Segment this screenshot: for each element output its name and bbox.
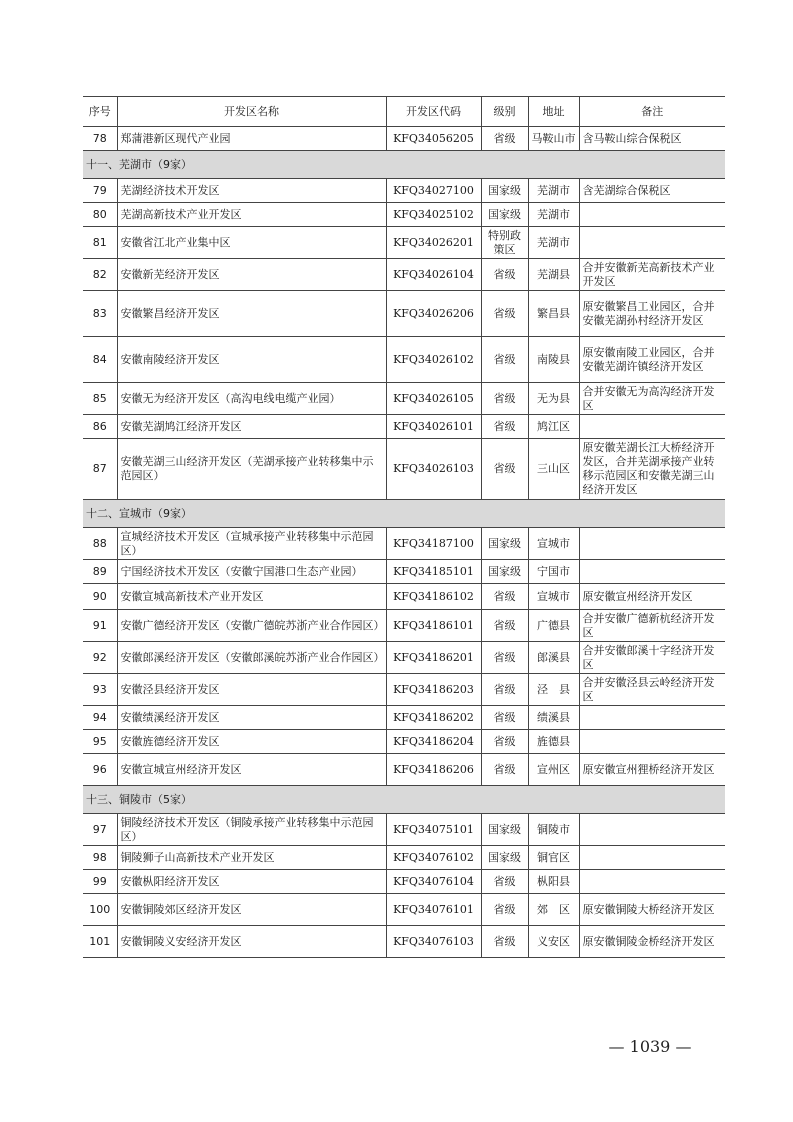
section-title: 十一、芜湖市（9家）	[83, 151, 725, 179]
cell-no: 100	[83, 894, 117, 926]
cell-note	[579, 415, 725, 439]
cell-no: 88	[83, 528, 117, 560]
dev-zone-table	[83, 96, 725, 958]
table-row	[83, 674, 725, 706]
cell-code: KFQ34186204	[386, 730, 481, 754]
cell-address: 郎溪县	[528, 642, 579, 674]
cell-address: 广德县	[528, 610, 579, 642]
cell-level: 国家级	[481, 528, 528, 560]
cell-level: 省级	[481, 754, 528, 786]
cell-level: 省级	[481, 291, 528, 337]
cell-note: 合并安徽新芜高新技术产业开发区	[579, 259, 725, 291]
cell-note	[579, 560, 725, 584]
cell-name: 安徽繁昌经济开发区	[117, 291, 386, 337]
cell-level: 省级	[481, 674, 528, 706]
cell-note: 原安徽宣州狸桥经济开发区	[579, 754, 725, 786]
cell-note: 含马鞍山综合保税区	[579, 127, 725, 151]
cell-name: 安徽广德经济开发区（安徽广德皖苏浙产业合作园区）	[117, 610, 386, 642]
table-row	[83, 926, 725, 958]
cell-address: 鸠江区	[528, 415, 579, 439]
cell-address: 无为县	[528, 383, 579, 415]
cell-code: KFQ34076102	[386, 846, 481, 870]
cell-address: 芜湖市	[528, 179, 579, 203]
header-code: 开发区代码	[386, 97, 481, 127]
cell-note: 合并安徽广德新杭经济开发区	[579, 610, 725, 642]
table-row	[83, 706, 725, 730]
section-title: 十二、宣城市（9家）	[83, 500, 725, 528]
cell-no: 86	[83, 415, 117, 439]
cell-no: 79	[83, 179, 117, 203]
cell-note: 合并安徽郎溪十字经济开发区	[579, 642, 725, 674]
cell-address: 芜湖市	[528, 203, 579, 227]
cell-no: 94	[83, 706, 117, 730]
cell-level: 国家级	[481, 560, 528, 584]
cell-name: 安徽郎溪经济开发区（安徽郎溪皖苏浙产业合作园区）	[117, 642, 386, 674]
cell-code: KFQ34026102	[386, 337, 481, 383]
cell-address: 泾 县	[528, 674, 579, 706]
table-row	[83, 610, 725, 642]
table-row	[83, 259, 725, 291]
cell-address: 旌德县	[528, 730, 579, 754]
cell-no: 81	[83, 227, 117, 259]
cell-address: 枞阳县	[528, 870, 579, 894]
header-note: 备注	[579, 97, 725, 127]
cell-note	[579, 227, 725, 259]
cell-address: 马鞍山市	[528, 127, 579, 151]
cell-note: 合并安徽泾县云岭经济开发区	[579, 674, 725, 706]
table-row	[83, 179, 725, 203]
table-body	[83, 127, 725, 958]
table-row	[83, 127, 725, 151]
cell-name: 宁国经济技术开发区（安徽宁国港口生态产业园）	[117, 560, 386, 584]
table-row	[83, 337, 725, 383]
cell-name: 安徽新芜经济开发区	[117, 259, 386, 291]
cell-code: KFQ34026206	[386, 291, 481, 337]
cell-no: 80	[83, 203, 117, 227]
cell-name: 安徽省江北产业集中区	[117, 227, 386, 259]
cell-note	[579, 706, 725, 730]
cell-level: 国家级	[481, 846, 528, 870]
table-row	[83, 642, 725, 674]
cell-code: KFQ34186203	[386, 674, 481, 706]
cell-level: 省级	[481, 415, 528, 439]
cell-note: 原安徽宣州经济开发区	[579, 584, 725, 610]
cell-level: 省级	[481, 926, 528, 958]
cell-no: 97	[83, 814, 117, 846]
cell-code: KFQ34076104	[386, 870, 481, 894]
cell-name: 安徽枞阳经济开发区	[117, 870, 386, 894]
table-row	[83, 754, 725, 786]
cell-name: 郑蒲港新区现代产业园	[117, 127, 386, 151]
table-row	[83, 584, 725, 610]
cell-level: 省级	[481, 259, 528, 291]
cell-no: 85	[83, 383, 117, 415]
cell-note	[579, 846, 725, 870]
cell-note	[579, 814, 725, 846]
section-header-row	[83, 500, 725, 528]
cell-note	[579, 203, 725, 227]
cell-address: 铜官区	[528, 846, 579, 870]
cell-address: 宁国市	[528, 560, 579, 584]
cell-no: 82	[83, 259, 117, 291]
cell-level: 省级	[481, 127, 528, 151]
header-no: 序号	[83, 97, 117, 127]
cell-no: 83	[83, 291, 117, 337]
header-level: 级别	[481, 97, 528, 127]
table-row	[83, 894, 725, 926]
page-number: — 1039 —	[608, 1037, 692, 1056]
cell-level: 省级	[481, 584, 528, 610]
cell-code: KFQ34186201	[386, 642, 481, 674]
cell-name: 安徽南陵经济开发区	[117, 337, 386, 383]
cell-note: 原安徽繁昌工业园区，合并安徽芜湖孙村经济开发区	[579, 291, 725, 337]
cell-name: 安徽铜陵郊区经济开发区	[117, 894, 386, 926]
cell-code: KFQ34076101	[386, 894, 481, 926]
table-row	[83, 528, 725, 560]
cell-address: 铜陵市	[528, 814, 579, 846]
table-row	[83, 439, 725, 500]
table-row	[83, 870, 725, 894]
cell-no: 90	[83, 584, 117, 610]
cell-code: KFQ34026105	[386, 383, 481, 415]
cell-name: 安徽芜湖三山经济开发区（芜湖承接产业转移集中示范园区）	[117, 439, 386, 500]
cell-level: 省级	[481, 439, 528, 500]
table-header-row	[83, 97, 725, 127]
cell-no: 98	[83, 846, 117, 870]
cell-address: 南陵县	[528, 337, 579, 383]
cell-note: 原安徽南陵工业园区，合并安徽芜湖许镇经济开发区	[579, 337, 725, 383]
cell-note	[579, 730, 725, 754]
cell-no: 95	[83, 730, 117, 754]
cell-address: 郊 区	[528, 894, 579, 926]
cell-note	[579, 528, 725, 560]
table-row	[83, 415, 725, 439]
cell-address: 三山区	[528, 439, 579, 500]
cell-code: KFQ34186206	[386, 754, 481, 786]
cell-no: 78	[83, 127, 117, 151]
cell-code: KFQ34025102	[386, 203, 481, 227]
cell-name: 芜湖经济技术开发区	[117, 179, 386, 203]
cell-code: KFQ34186101	[386, 610, 481, 642]
cell-name: 安徽铜陵义安经济开发区	[117, 926, 386, 958]
cell-level: 省级	[481, 870, 528, 894]
cell-name: 芜湖高新技术产业开发区	[117, 203, 386, 227]
cell-address: 芜湖县	[528, 259, 579, 291]
cell-level: 省级	[481, 337, 528, 383]
header-address: 地址	[528, 97, 579, 127]
cell-address: 芜湖市	[528, 227, 579, 259]
section-title: 十三、铜陵市（5家）	[83, 786, 725, 814]
cell-no: 99	[83, 870, 117, 894]
cell-name: 安徽旌德经济开发区	[117, 730, 386, 754]
cell-name: 铜陵经济技术开发区（铜陵承接产业转移集中示范园区）	[117, 814, 386, 846]
cell-address: 绩溪县	[528, 706, 579, 730]
cell-code: KFQ34026101	[386, 415, 481, 439]
cell-note: 原安徽铜陵金桥经济开发区	[579, 926, 725, 958]
cell-code: KFQ34026201	[386, 227, 481, 259]
cell-name: 安徽宣城高新技术产业开发区	[117, 584, 386, 610]
cell-level: 省级	[481, 894, 528, 926]
cell-no: 91	[83, 610, 117, 642]
cell-code: KFQ34075101	[386, 814, 481, 846]
cell-name: 安徽绩溪经济开发区	[117, 706, 386, 730]
cell-address: 繁昌县	[528, 291, 579, 337]
cell-level: 省级	[481, 730, 528, 754]
header-name: 开发区名称	[117, 97, 386, 127]
cell-address: 宣城市	[528, 584, 579, 610]
cell-no: 87	[83, 439, 117, 500]
cell-code: KFQ34076103	[386, 926, 481, 958]
cell-level: 特别政策区	[481, 227, 528, 259]
cell-name: 安徽泾县经济开发区	[117, 674, 386, 706]
table-row	[83, 560, 725, 584]
section-header-row	[83, 786, 725, 814]
cell-code: KFQ34056205	[386, 127, 481, 151]
cell-no: 101	[83, 926, 117, 958]
cell-name: 宣城经济技术开发区（宣城承接产业转移集中示范园区）	[117, 528, 386, 560]
cell-name: 安徽芜湖鸠江经济开发区	[117, 415, 386, 439]
cell-code: KFQ34185101	[386, 560, 481, 584]
cell-no: 84	[83, 337, 117, 383]
cell-level: 国家级	[481, 814, 528, 846]
table-row	[83, 814, 725, 846]
cell-code: KFQ34026104	[386, 259, 481, 291]
cell-code: KFQ34187100	[386, 528, 481, 560]
cell-level: 省级	[481, 642, 528, 674]
cell-address: 宣州区	[528, 754, 579, 786]
table-row	[83, 730, 725, 754]
cell-address: 宣城市	[528, 528, 579, 560]
cell-level: 国家级	[481, 203, 528, 227]
table-row	[83, 846, 725, 870]
section-header-row	[83, 151, 725, 179]
cell-name: 铜陵狮子山高新技术产业开发区	[117, 846, 386, 870]
cell-no: 92	[83, 642, 117, 674]
cell-level: 国家级	[481, 179, 528, 203]
cell-note: 原安徽芜湖长江大桥经济开发区，合并芜湖承接产业转移示范园区和安徽芜湖三山经济开发区	[579, 439, 725, 500]
table-row	[83, 203, 725, 227]
cell-name: 安徽无为经济开发区（高沟电线电缆产业园）	[117, 383, 386, 415]
cell-note: 合并安徽无为高沟经济开发区	[579, 383, 725, 415]
cell-note: 原安徽铜陵大桥经济开发区	[579, 894, 725, 926]
table-row	[83, 291, 725, 337]
cell-no: 93	[83, 674, 117, 706]
cell-name: 安徽宣城宣州经济开发区	[117, 754, 386, 786]
table-row	[83, 227, 725, 259]
cell-code: KFQ34027100	[386, 179, 481, 203]
cell-code: KFQ34186102	[386, 584, 481, 610]
cell-address: 义安区	[528, 926, 579, 958]
cell-code: KFQ34186202	[386, 706, 481, 730]
cell-level: 省级	[481, 706, 528, 730]
cell-no: 89	[83, 560, 117, 584]
cell-level: 省级	[481, 610, 528, 642]
cell-note: 含芜湖综合保税区	[579, 179, 725, 203]
cell-level: 省级	[481, 383, 528, 415]
cell-no: 96	[83, 754, 117, 786]
cell-note	[579, 870, 725, 894]
cell-code: KFQ34026103	[386, 439, 481, 500]
table-row	[83, 383, 725, 415]
